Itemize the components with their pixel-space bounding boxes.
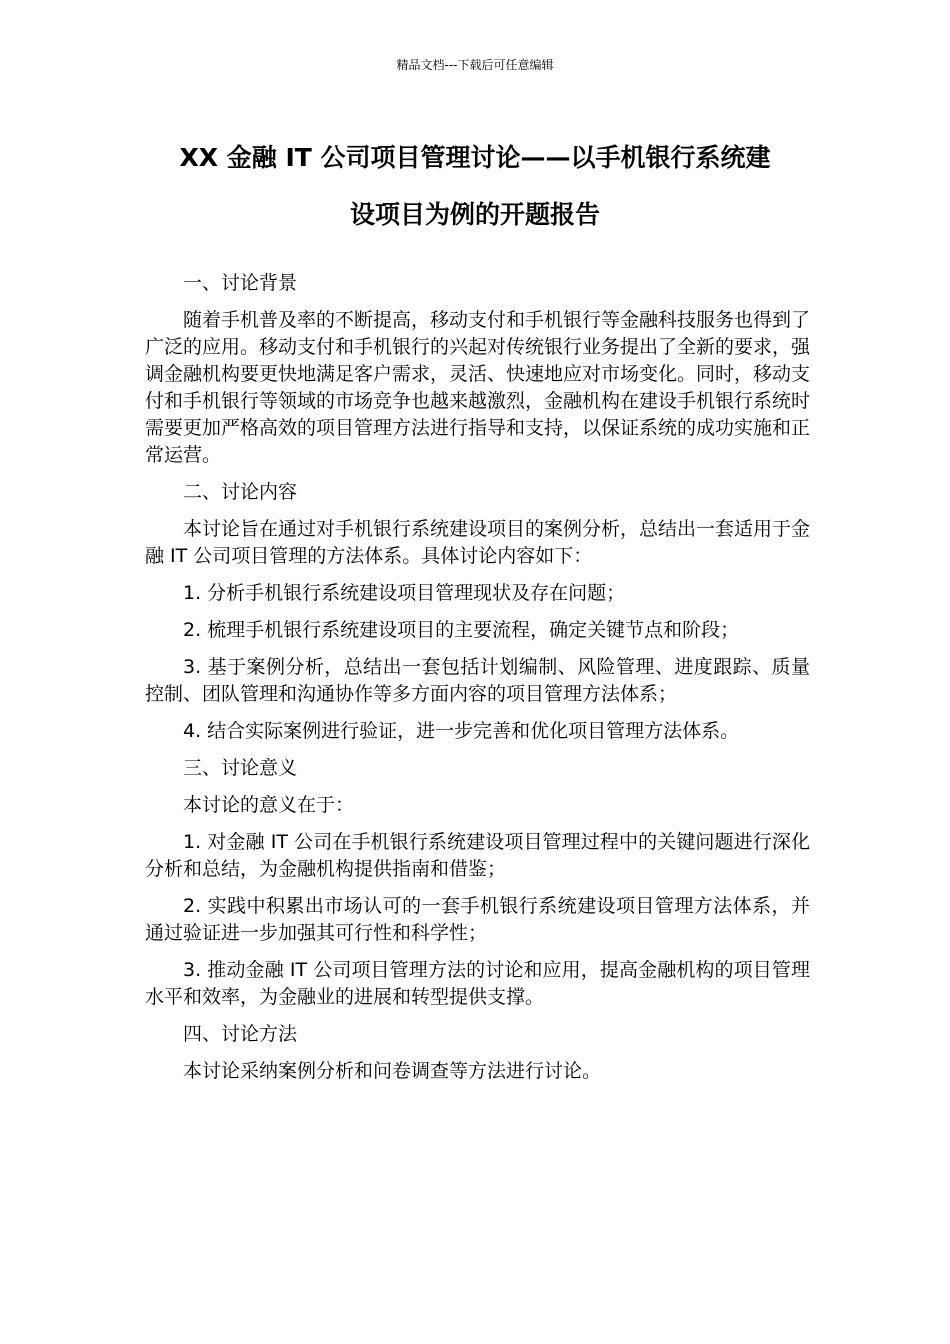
section-heading-content: 二、讨论内容 [183, 481, 298, 503]
method-paragraph: 本讨论采纳案例分析和问卷调查等方法进行讨论。 [183, 1060, 602, 1082]
significance-intro-paragraph: 本讨论的意义在于： [183, 794, 355, 816]
section-heading-significance: 三、讨论意义 [183, 757, 298, 779]
document-title-line-2: 设项目为例的开题报告 [349, 200, 600, 229]
page-header: 精品文档---下载后可任意编辑 [396, 58, 554, 72]
document-title-line-1: XX 金融 IT 公司项目管理讨论——以手机银行系统建 [179, 143, 771, 172]
content-intro-paragraph: 本讨论旨在通过对手机银行系统建设项目的案例分析，总结出一套适用于金融 IT 公司项目管理的方法体系。具体讨论内容如下： [145, 518, 811, 567]
significance-list-item: 1. 对金融 IT 公司在手机银行系统建设项目管理过程中的关键问题进行深化分析和总结，为金融机构提供指南和借鉴； [145, 831, 810, 880]
content-list-item: 4. 结合实际案例进行验证，进一步完善和优化项目管理方法体系。 [183, 720, 740, 742]
content-list-item: 2. 梳理手机银行系统建设项目的主要流程，确定关键节点和阶段； [183, 619, 740, 641]
section-heading-method: 四、讨论方法 [183, 1023, 298, 1045]
content-list-item: 3. 基于案例分析，总结出一套包括计划编制、风险管理、进度跟踪、质量控制、团队管理和沟通协作等多方面内容的项目管理方法体系； [145, 656, 810, 705]
background-paragraph: 随着手机普及率的不断提高，移动支付和手机银行等金融科技服务也得到了广泛的应用。移动支付和手机银行的兴起对传统银行业务提出了全新的要求，强调金融机构要更快地满足客户需求，灵活、快速地应对市场变化。同时，移动支付和手机银行等领域的市场竞争也越来越激烈，金融机构在建设手机银行系统时需要更加严格高效的项目管理方法进行指导和支持，以保证系统的成功实施和正常运营。 [145, 309, 811, 466]
significance-list-item: 2. 实践中积累出市场认可的一套手机银行系统建设项目管理方法体系，并通过验证进一步加强其可行性和科学性； [145, 895, 810, 944]
document-body [145, 270, 810, 1095]
section-heading-background: 一、讨论背景 [183, 272, 298, 294]
significance-list-item: 3. 推动金融 IT 公司项目管理方法的讨论和应用，提高金融机构的项目管理水平和效率，为金融业的进展和转型提供支撑。 [145, 959, 810, 1008]
content-list-item: 1. 分析手机银行系统建设项目管理现状及存在问题； [183, 582, 626, 604]
